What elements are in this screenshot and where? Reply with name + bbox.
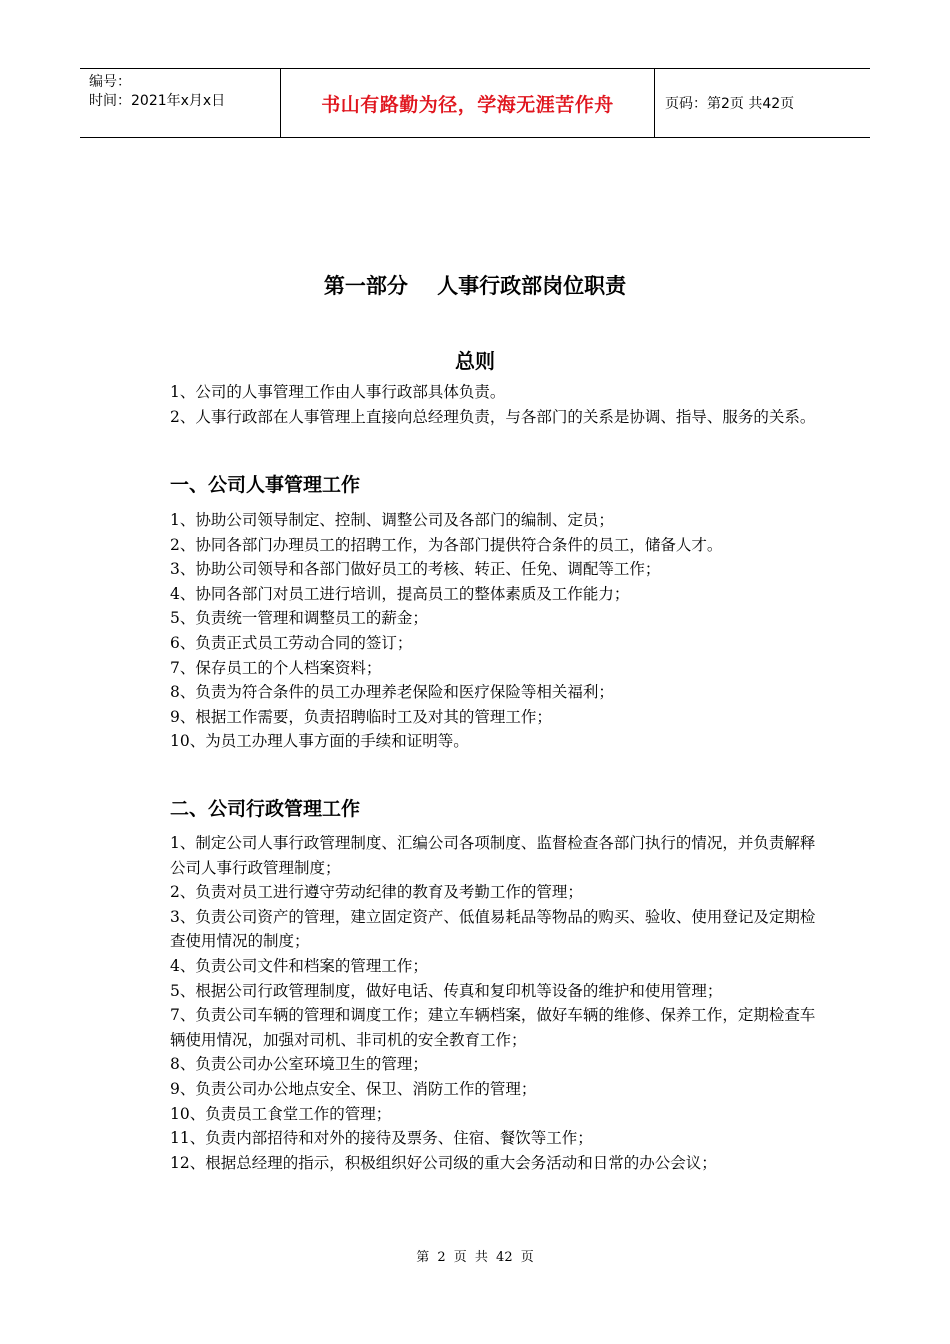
list-item: 1、制定公司人事行政管理制度、汇编公司各项制度、监督检查各部门执行的情况，并负责解释公司人事行政管理制度； [170,834,816,877]
list-item: 2、协同各部门办理员工的招聘工作，为各部门提供符合条件的员工，储备人才。 [170,535,723,554]
number-label: 编号： [89,74,131,90]
general-heading: 总则 [455,349,495,373]
header-page-info: 页码：第2页 共42页 [665,96,795,112]
section1-heading: 一、公司人事管理工作 [170,474,361,496]
section2-heading: 二、公司行政管理工作 [170,798,361,820]
list-item: 6、负责正式员工劳动合同的签订； [170,633,413,652]
list-item: 10、负责员工食堂工作的管理； [170,1104,392,1123]
document-title: 第一部分 人事行政部岗位职责 [323,274,627,298]
page-footer: 第 2 页 共 42 页 [416,1250,534,1265]
list-item: 3、协助公司领导和各部门做好员工的考核、转正、任免、调配等工作； [170,560,661,579]
list-item: 5、负责统一管理和调整员工的薪金； [170,609,428,628]
list-item: 10、为员工办理人事方面的手续和证明等。 [170,732,469,751]
header-motto: 书山有路勤为径，学海无涯苦作舟 [281,69,655,137]
header-meta-cell [80,69,281,137]
list-item: 4、协同各部门对员工进行培训，提高员工的整体素质及工作能力； [170,584,630,603]
list-item: 1、协助公司领导制定、控制、调整公司及各部门的编制、定员； [170,511,614,529]
time-label: 时间：2021年x月x日 [89,93,226,109]
list-item: 12、根据总经理的指示，积极组织好公司级的重大会务活动和日常的办公会议； [170,1153,717,1172]
list-item: 8、负责为符合条件的员工办理养老保险和医疗保险等相关福利； [170,683,614,702]
list-item: 7、负责公司车辆的管理和调度工作；建立车辆档案，做好车辆的维修、保养工作，定期检查车辆使用情况，加强对司机、非司机的安全教育工作； [170,1006,816,1049]
list-item: 4、负责公司文件和档案的管理工作； [170,956,428,975]
list-item: 2、人事行政部在人事管理上直接向总经理负责，与各部门的关系是协调、指导、服务的关系。 [170,407,816,426]
general-items [170,380,820,429]
list-item: 9、负责公司办公地点安全、保卫、消防工作的管理； [170,1079,537,1098]
list-item: 11、负责内部招待和对外的接待及票务、住宿、餐饮等工作； [170,1129,593,1148]
page-header [80,68,870,138]
list-item: 9、根据工作需要，负责招聘临时工及对其的管理工作； [170,707,552,726]
section2-items [170,831,820,1175]
list-item: 8、负责公司办公室环境卫生的管理； [170,1055,428,1074]
list-item: 5、根据公司行政管理制度，做好电话、传真和复印机等设备的维护和使用管理； [170,981,723,1000]
list-item: 7、保存员工的个人档案资料； [170,658,382,677]
list-item: 3、负责公司资产的管理，建立固定资产、低值易耗品等物品的购买、验收、使用登记及定期检查使用情况的制度； [170,907,816,951]
section1-items [170,508,820,754]
list-item: 1、公司的人事管理工作由人事行政部具体负责。 [170,383,506,401]
list-item: 2、负责对员工进行遵守劳动纪律的教育及考勤工作的管理； [170,883,583,902]
